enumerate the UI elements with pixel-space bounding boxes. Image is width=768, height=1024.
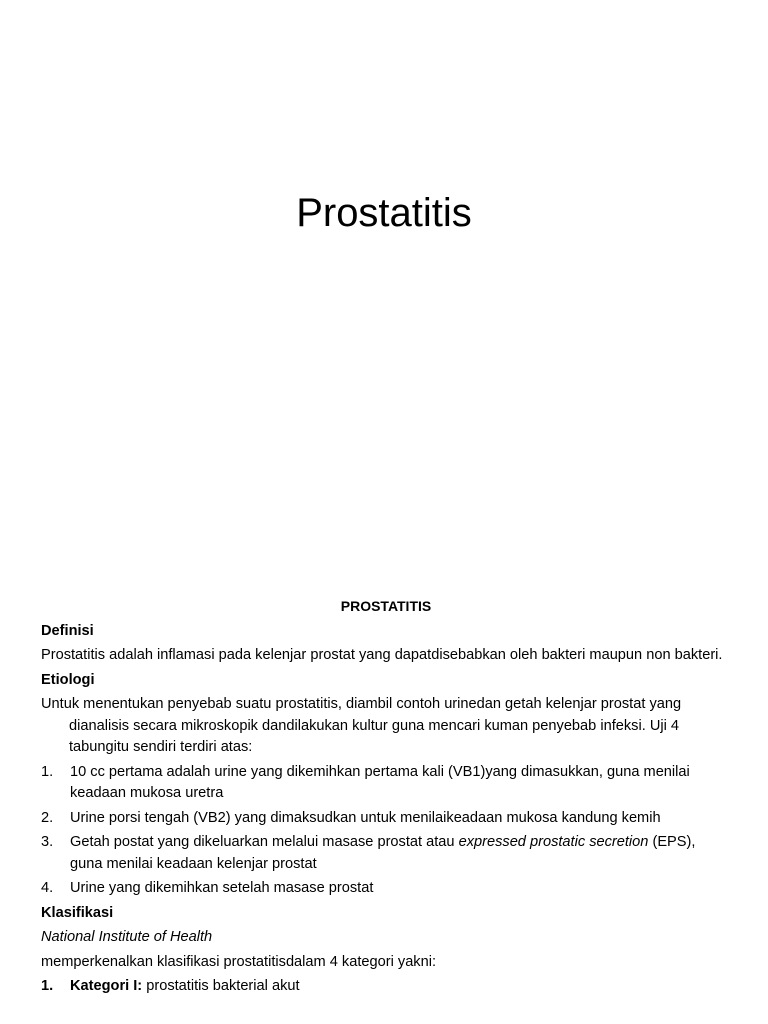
document-heading: PROSTATITIS — [340, 598, 432, 614]
category-label: Kategori I: — [70, 978, 143, 994]
list-text: Urine porsi tengah (VB2) yang dimaksudkan untuk menilaikeadaan mukosa kandung kemih — [70, 809, 661, 826]
definisi-heading: Definisi — [41, 622, 94, 639]
list-text — [70, 832, 731, 875]
list-number: 4. — [41, 880, 54, 896]
list-text — [70, 976, 731, 998]
list-number: 1. — [41, 763, 54, 780]
slide-title: Prostatitis — [296, 191, 472, 235]
document-body — [41, 596, 731, 1001]
klasifikasi-source: National Institute of Health — [41, 929, 213, 945]
etiologi-list-item — [41, 808, 731, 830]
klasifikasi-list-item — [41, 976, 731, 998]
list-text-part: Getah postat yang dikeluarkan melalui masase prostat atau — [70, 834, 459, 850]
category-text: prostatitis bakterial akut — [142, 978, 300, 994]
etiologi-list-item — [41, 762, 731, 805]
list-number: 3. — [41, 834, 54, 850]
list-number: 1. — [41, 978, 54, 994]
klasifikasi-heading: Klasifikasi — [41, 904, 114, 921]
etiologi-text: Untuk menentukan penyebab suatu prostatitis, diambil contoh urinedan getah kelenjar prostat yang dianalisis secara mikroskopik dandilakukan kultur guna mencari kuman penyebab infeksi. Uji 4 tabungitu sendiri terdiri atas: — [41, 696, 682, 755]
list-text-part: (EPS), guna menilai keadaan kelenjar prostat — [70, 834, 696, 872]
list-text-italic: expressed prostatic secretion — [458, 834, 649, 850]
klasifikasi-intro: memperkenalkan klasifikasi prostatitisdalam 4 kategori yakni: — [41, 953, 437, 970]
definisi-text: Prostatitis adalah inflamasi pada kelenjar prostat yang dapatdisebabkan oleh bakteri maupun non bakteri. — [41, 647, 723, 663]
list-text: Urine yang dikemihkan setelah masase prostat — [70, 880, 374, 896]
list-number: 2. — [41, 809, 54, 826]
etiologi-heading: Etiologi — [41, 671, 95, 688]
list-text: 10 cc pertama adalah urine yang dikemihkan pertama kali (VB1)yang dimasukkan, guna menilai keadaan mukosa uretra — [70, 763, 690, 801]
etiologi-list-item — [41, 878, 731, 900]
etiologi-list-item — [41, 832, 731, 875]
